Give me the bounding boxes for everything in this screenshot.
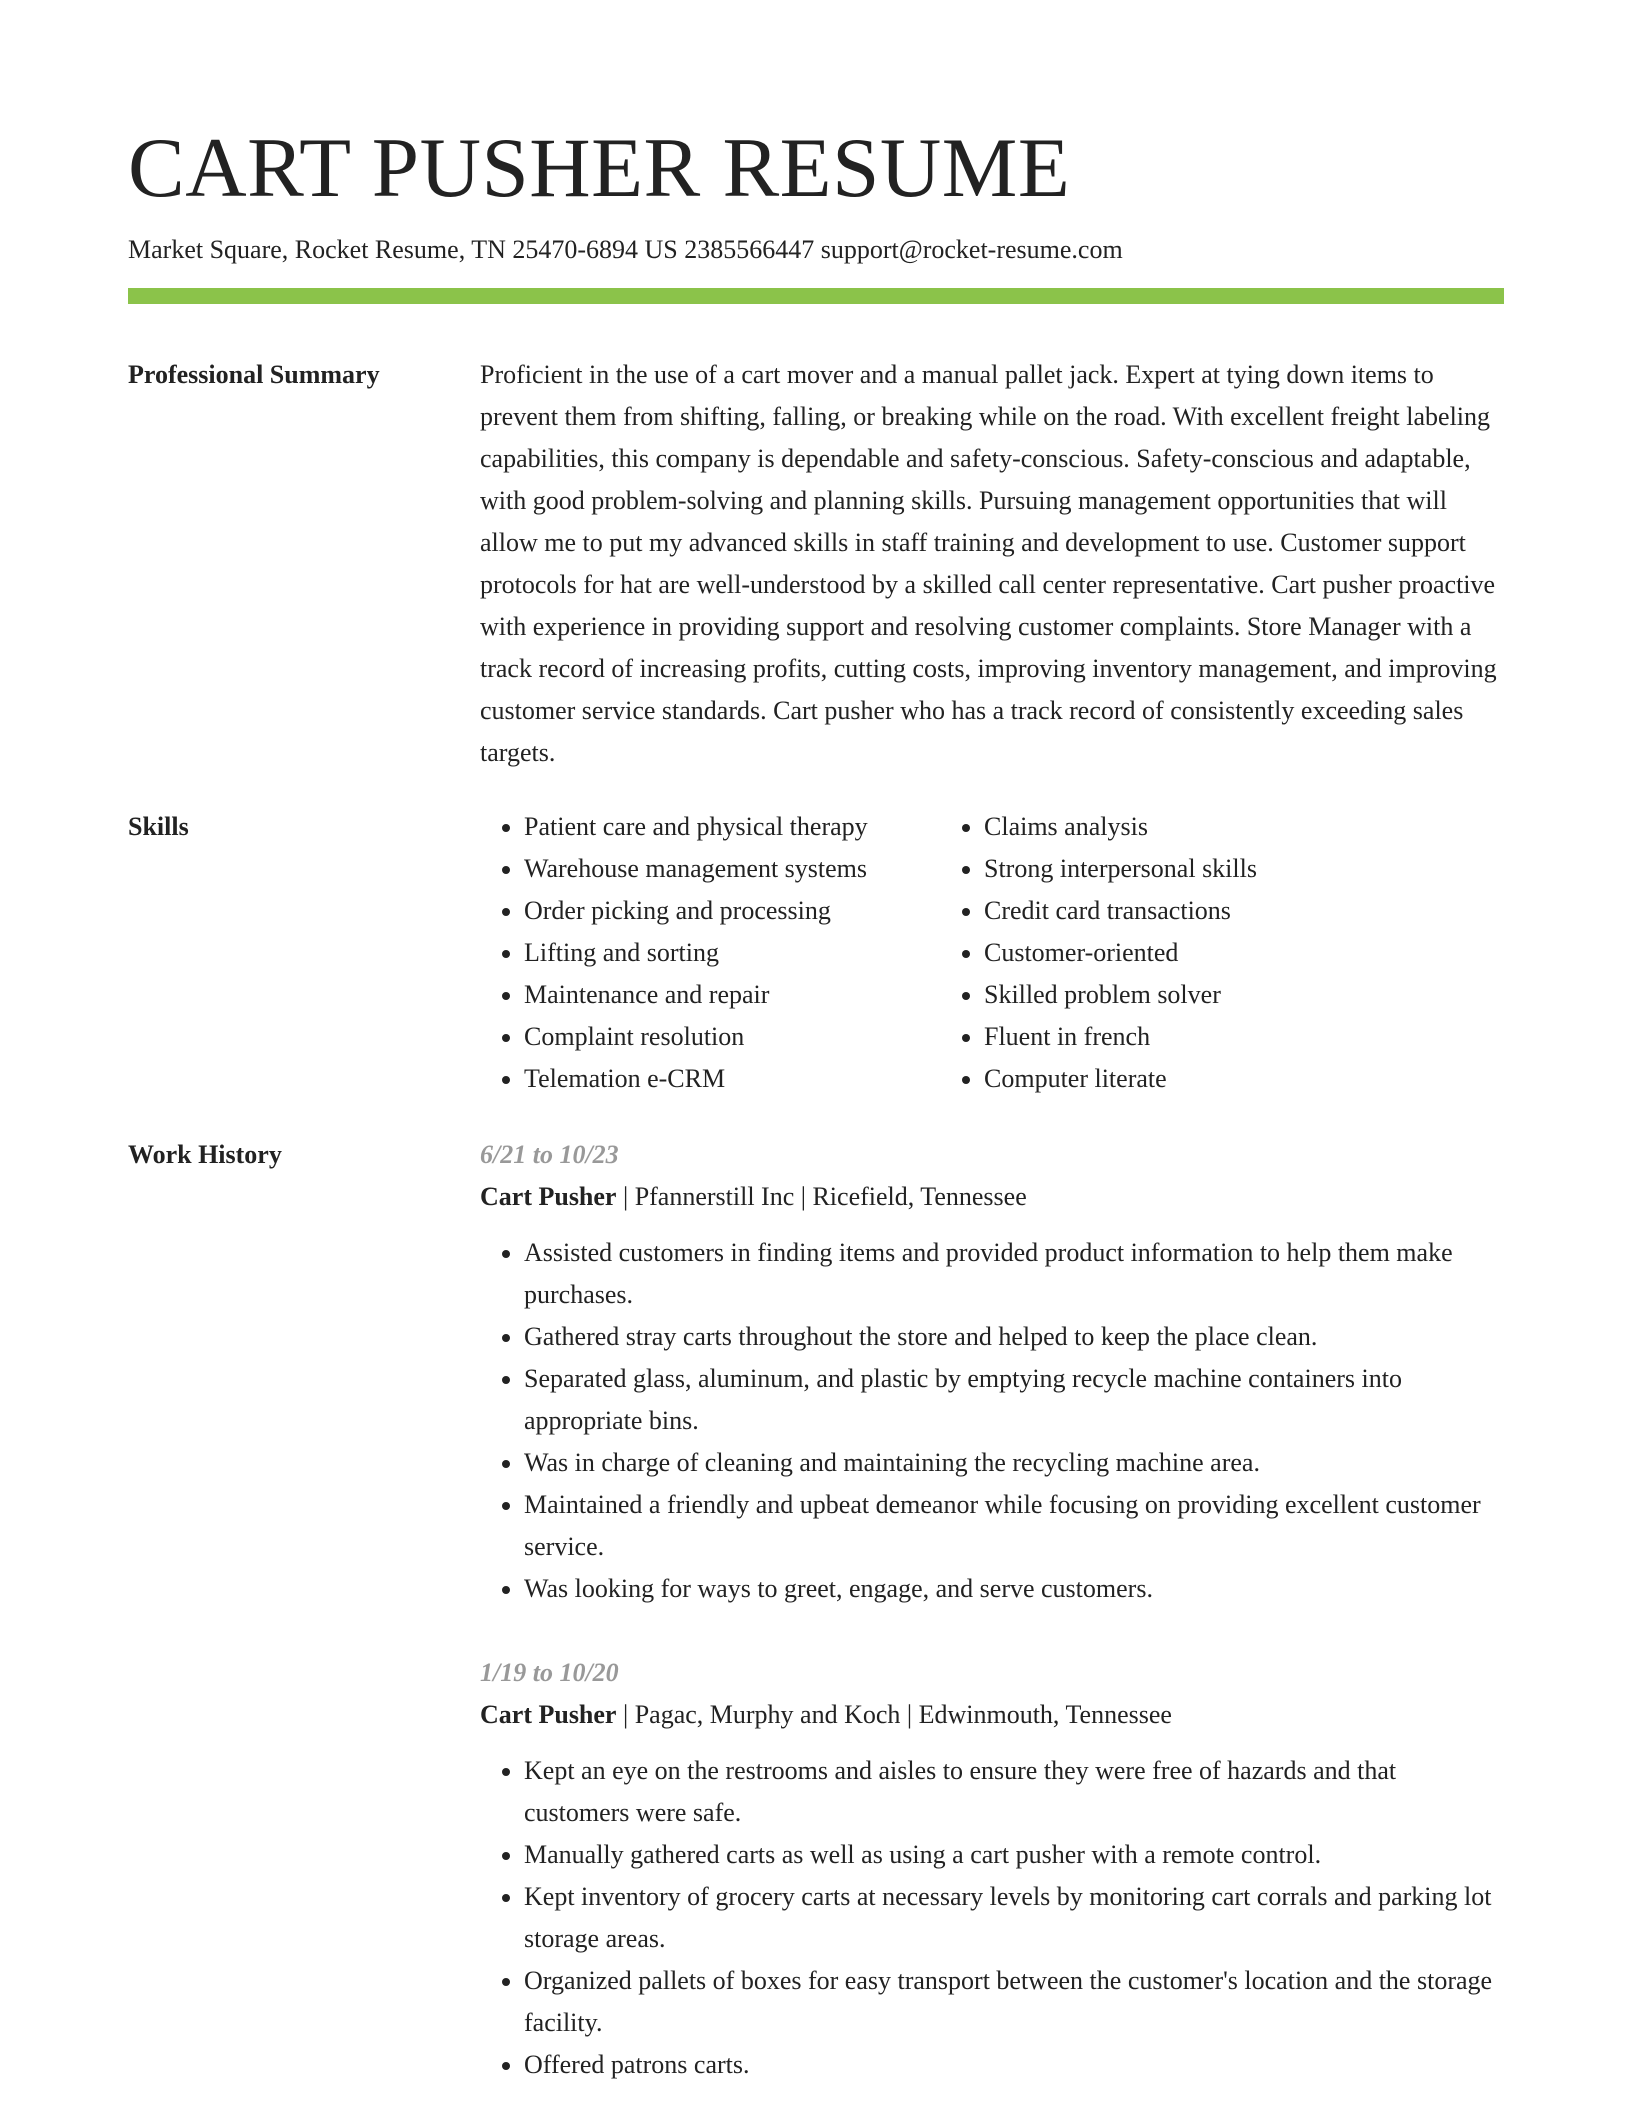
job-employer-location: | Pfannerstill Inc | Ricefield, Tennessee (616, 1182, 1027, 1211)
section-label-work: Work History (128, 1140, 282, 1169)
skills-section (128, 806, 1504, 1100)
skills-body (480, 806, 1504, 1100)
job-duty: • Was looking for ways to greet, engage, and serve customers. (524, 1568, 1504, 1610)
skill-item: • Telemation e-CRM (524, 1058, 940, 1100)
skill-item: • Strong interpersonal skills (984, 848, 1504, 890)
job-title: Cart Pusher (480, 1700, 617, 1729)
skill-item: • Complaint resolution (524, 1016, 940, 1058)
section-label-summary: Professional Summary (128, 360, 380, 389)
job-duties-list (480, 1232, 1504, 1610)
job-dates: 6/21 to 10/23 (480, 1140, 619, 1169)
skill-item: • Computer literate (984, 1058, 1504, 1100)
job-duty: • Was in charge of cleaning and maintaining the recycling machine area. (524, 1442, 1504, 1484)
job-duties-list (480, 1750, 1504, 2086)
job-title: Cart Pusher (480, 1182, 617, 1211)
professional-summary-section (128, 354, 1504, 774)
job-employer-location: | Pagac, Murphy and Koch | Edwinmouth, Tennessee (616, 1700, 1172, 1729)
resume-title: CART PUSHER RESUME (128, 121, 1071, 215)
skill-item: • Maintenance and repair (524, 974, 940, 1016)
job-dates: 1/19 to 10/20 (480, 1658, 619, 1687)
job-title-line (480, 1694, 1504, 1736)
skill-item: • Credit card transactions (984, 890, 1504, 932)
work-body (480, 1134, 1504, 2128)
skill-item: • Order picking and processing (524, 890, 940, 932)
skills-column-1 (480, 806, 940, 1100)
work-history-section (128, 1134, 1504, 2128)
job-duty: • Kept an eye on the restrooms and aisles to ensure they were free of hazards and that customers were safe. (524, 1750, 1504, 1834)
job-duty: • Manually gathered carts as well as using a cart pusher with a remote control. (524, 1834, 1504, 1876)
job-duty: • Separated glass, aluminum, and plastic by emptying recycle machine containers into appropriate bins. (524, 1358, 1504, 1442)
job-duty: • Kept inventory of grocery carts at necessary levels by monitoring cart corrals and parking lot storage areas. (524, 1876, 1504, 1960)
contact-line: Market Square, Rocket Resume, TN 25470-6894 US 2385566447 support@rocket-resume.com (128, 235, 1123, 264)
summary-text: Proficient in the use of a cart mover and a manual pallet jack. Expert at tying down items to prevent them from shifting, falling, or breaking while on the road. With excellent freight labeling capabilities, this company is dependable and safety-conscious. Safety-conscious and adaptable, with good problem-solving and planning skills. Pursuing management opportunities that will allow me to put my advanced skills in staff training and development to use. Customer support protocols for hat are well-understood by a skilled call center representative. Cart pusher proactive with experience in providing support and resolving customer complaints. Store Manager with a track record of increasing profits, cutting costs, improving inventory management, and improving customer service standards. Cart pusher who has a track record of consistently exceeding sales targets. (480, 360, 1497, 767)
section-label-skills: Skills (128, 812, 189, 841)
job-entry (480, 1652, 1504, 2086)
skill-item: • Customer-oriented (984, 932, 1504, 974)
job-duty: • Maintained a friendly and upbeat demeanor while focusing on providing excellent customer service. (524, 1484, 1504, 1568)
job-title-line (480, 1176, 1504, 1218)
summary-body (480, 354, 1504, 774)
skill-item: • Warehouse management systems (524, 848, 940, 890)
job-entry (480, 1134, 1504, 1610)
job-duty: • Organized pallets of boxes for easy transport between the customer's location and the storage facility. (524, 1960, 1504, 2044)
job-duty: • Gathered stray carts throughout the store and helped to keep the place clean. (524, 1316, 1504, 1358)
job-duty: • Offered patrons carts. (524, 2044, 1504, 2086)
skill-item: • Claims analysis (984, 806, 1504, 848)
skill-item: • Lifting and sorting (524, 932, 940, 974)
skills-column-2 (940, 806, 1504, 1100)
skill-item: • Skilled problem solver (984, 974, 1504, 1016)
skill-item: • Patient care and physical therapy (524, 806, 940, 848)
job-duty: • Assisted customers in finding items and provided product information to help them make purchases. (524, 1232, 1504, 1316)
skill-item: • Fluent in french (984, 1016, 1504, 1058)
accent-divider (128, 288, 1504, 304)
